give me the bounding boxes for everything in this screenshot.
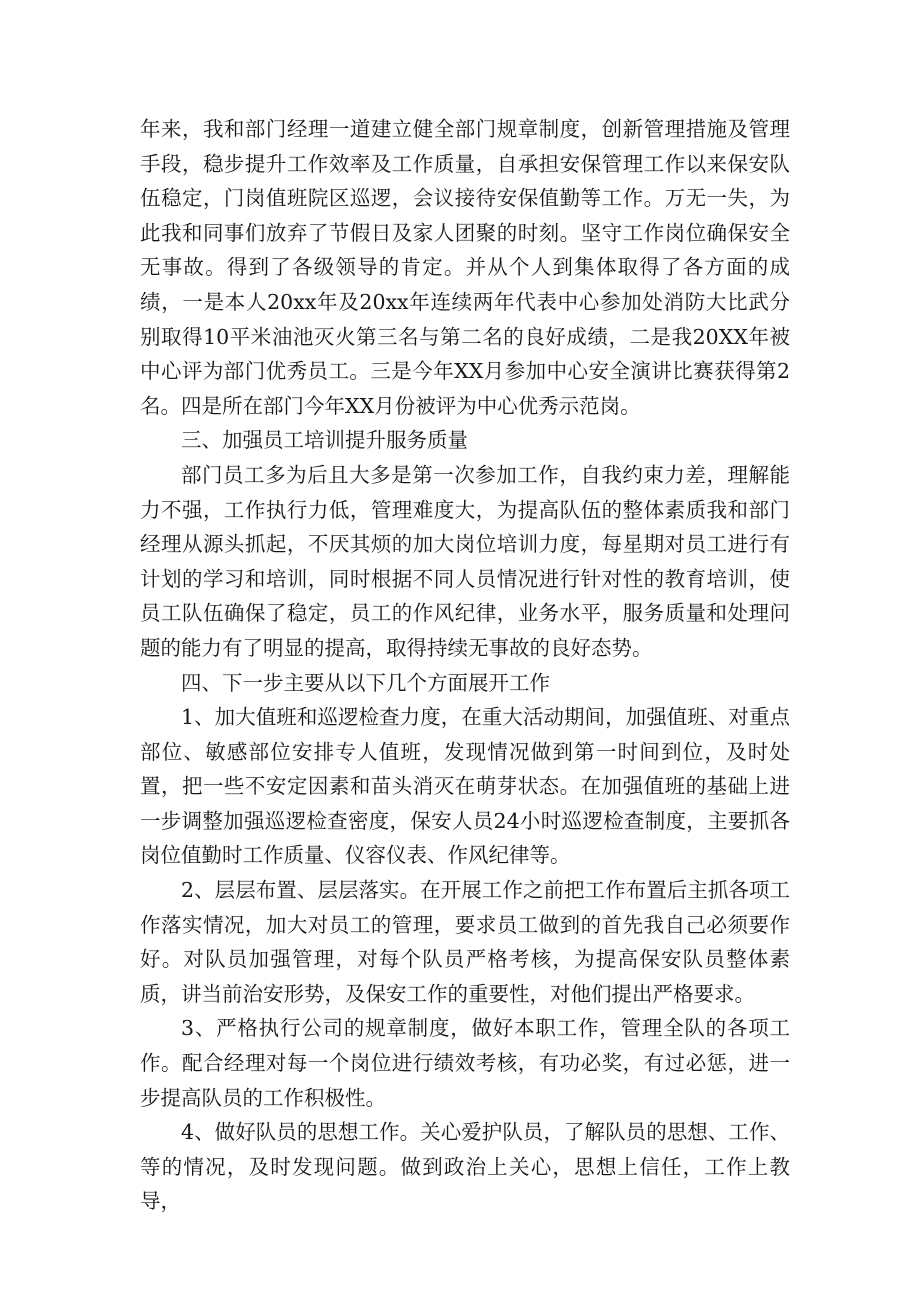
list-item-2: 2、层层布置、层层落实。在开展工作之前把工作布置后主抓各项工作落实情况，加大对员工的管理，要求员工做到的首先我自己必须要作好。对队员加强管理，对每个队员严格考核，为提高保安队员整体素质，讲当前治安形势，及保安工作的重要性，对他们提出严格要求。	[140, 878, 790, 1006]
paragraph-training: 部门员工多为后且大多是第一次参加工作，自我约束力差，理解能力不强，工作执行力低，管理难度大，为提高队伍的整体素质我和部门经理从源头抓起，不厌其烦的加大岗位培训力度，每星期对员工进行有计划的学习和培训，同时根据不同人员情况进行针对性的教育培训，使员工队伍确保了稳定，员工的作风纪律，业务水平，服务质量和处理问题的能力有了明显的提高，取得持续无事故的良好态势。	[140, 462, 790, 660]
paragraph-achievements: 年来，我和部门经理一道建立健全部门规章制度，创新管理措施及管理手段，稳步提升工作效率及工作质量，自承担安保管理工作以来保安队伍稳定，门岗值班院区巡逻，会议接待安保值勤等工作。万无一失，为此我和同事们放弃了节假日及家人团聚的时刻。坚守工作岗位确保安全无事故。得到了各级领导的肯定。并从个人到集体取得了各方面的成绩，一是本人20xx年及20xx年连续两年代表中心参加处消防大比武分别取得10平米油池灭火第三名与第二名的良好成绩，二是我20XX年被中心评为部门优秀员工。三是今年XX月参加中心安全演讲比赛获得第2名。四是所在部门今年XX月份被评为中心优秀示范岗。	[140, 117, 790, 418]
document-body	[140, 112, 790, 1219]
list-item-3: 3、严格执行公司的规章制度，做好本职工作，管理全队的各项工作。配合经理对每一个岗位进行绩效考核，有功必奖，有过必惩，进一步提高队员的工作积极性。	[140, 1016, 790, 1110]
list-item-1: 1、加大值班和巡逻检查力度，在重大活动期间，加强值班、对重点部位、敏感部位安排专人值班，发现情况做到第一时间到位，及时处置，把一些不安定因素和苗头消灭在萌芽状态。在加强值班的基础上进一步调整加强巡逻检查密度，保安人员24小时巡逻检查制度，主要抓各岗位值勤时工作质量、仪容仪表、作风纪律等。	[140, 705, 790, 868]
section-heading-next-steps: 四、下一步主要从以下几个方面展开工作	[181, 670, 550, 695]
list-item-4: 4、做好队员的思想工作。关心爱护队员，了解队员的思想、工作、等的情况，及时发现问题。做到政治上关心，思想上信任，工作上教导，	[140, 1120, 790, 1214]
section-heading-training: 三、加强员工培训提升服务质量	[181, 428, 468, 453]
